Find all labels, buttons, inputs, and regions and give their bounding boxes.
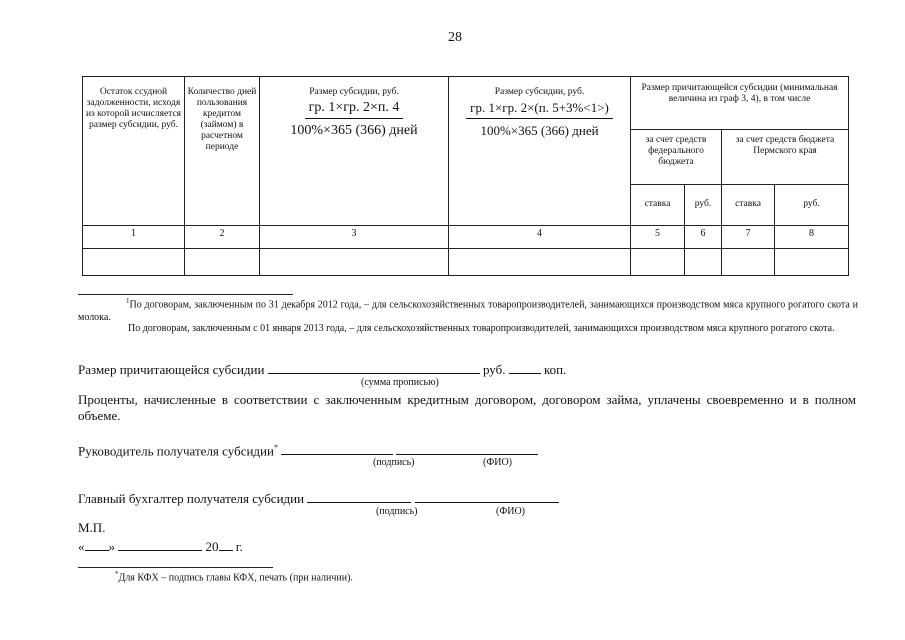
footnote-2: По договорам, заключенным с 01 января 2013 года, – для сельскохозяйственных товаропроизводителей, занимающихся производством мяса крупного рогатого скота. [128, 323, 835, 334]
col-number: 8 [775, 226, 849, 249]
kop-label: коп. [544, 362, 567, 377]
head-signature-field[interactable] [281, 442, 393, 455]
accountant-signature-field[interactable] [307, 490, 411, 503]
col4-numerator: гр. 1×гр. 2×(п. 5+3%<1>) [466, 100, 613, 119]
subsidy-amount-label: Размер причитающейся субсидии [78, 362, 265, 377]
table-cell[interactable] [685, 249, 722, 276]
footnote-1 [78, 295, 858, 324]
col-number: 5 [631, 226, 685, 249]
header-subsidy-formula-1 [260, 77, 449, 226]
month-field[interactable] [118, 538, 202, 551]
table-cell[interactable] [185, 249, 260, 276]
footnote-1-mark: 1 [126, 297, 130, 305]
col3-title: Размер субсидии, руб. [309, 87, 399, 97]
table-cell[interactable] [83, 249, 185, 276]
table-cell[interactable] [722, 249, 775, 276]
header-reg-rate: ставка [722, 184, 775, 225]
table-cell[interactable] [631, 249, 685, 276]
head-fio-hint: (ФИО) [483, 457, 513, 468]
kopeck-field[interactable] [509, 361, 541, 374]
header-fed-rub: руб. [685, 184, 722, 225]
footnote-1-text: По договорам, заключенным по 31 декабря 2012 года, – для сельскохозяйственных товаропроизводителей, занимающихся производством мяса крупного рогатого скота и молока. [78, 299, 858, 324]
table-cell[interactable] [449, 249, 631, 276]
table-cell[interactable] [775, 249, 849, 276]
accountant-label: Главный бухгалтер получателя субсидии [78, 491, 305, 506]
col3-numerator: гр. 1×гр. 2×п. 4 [305, 100, 404, 119]
table-cell[interactable] [260, 249, 449, 276]
col-number: 6 [685, 226, 722, 249]
bottom-footnote-text: Для КФХ – подпись главы КФХ, печать (при наличии). [118, 572, 353, 584]
header-federal: за счет средств федерального бюджета [631, 130, 722, 184]
col4-denominator: 100%×365 (366) дней [480, 123, 599, 138]
year-suffix: г. [235, 539, 243, 554]
head-label: Руководитель получателя субсидии [78, 443, 274, 459]
date-line [78, 538, 243, 555]
header-fed-rate: ставка [631, 184, 685, 225]
head-mark: * [273, 443, 278, 452]
sum-in-words-hint: (сумма прописью) [361, 377, 439, 388]
header-regional: за счет средств бюджета Пермского края [722, 130, 849, 184]
col-number: 2 [185, 226, 260, 249]
header-subsidy-formula-2 [449, 77, 631, 226]
header-balance: Остаток ссудной задолженности, исходя из которой исчисляется размер субсидии, руб. [83, 77, 185, 226]
accountant-fio-hint: (ФИО) [496, 506, 526, 517]
day-field[interactable] [85, 538, 109, 551]
data-row [83, 249, 849, 276]
subsidy-table [82, 76, 849, 276]
date-open-quote: « [78, 539, 85, 554]
subsidy-amount-words-field[interactable] [268, 361, 480, 374]
rub-label: руб. [482, 362, 506, 377]
column-numbers-row [83, 226, 849, 249]
head-signature-line [78, 440, 538, 459]
date-close-quote: » [108, 539, 115, 554]
stamp-place: М.П. [78, 520, 106, 535]
bottom-footnote-mark: * [115, 570, 119, 578]
col-number: 3 [260, 226, 449, 249]
interest-paid-statement: Проценты, начисленные в соответствии с заключенным кредитным договором, договором займа, уплачены своевременно и в полном объеме. [78, 392, 856, 423]
page-number: 28 [448, 30, 462, 45]
header-days: Количество дней пользования кредитом (займом) в расчетном периоде [185, 77, 260, 226]
bottom-footnote [115, 568, 715, 584]
accountant-signature-line [78, 490, 559, 507]
year-prefix: 20 [205, 539, 219, 554]
year-field[interactable] [219, 538, 233, 551]
subsidy-amount-line [78, 361, 566, 378]
accountant-sign-hint: (подпись) [376, 506, 418, 517]
col-number: 7 [722, 226, 775, 249]
header-group: Размер причитающейся субсидии (минимальная величина из граф 3, 4), в том числе [631, 77, 849, 130]
col4-title: Размер субсидии, руб. [494, 87, 585, 97]
col3-denominator: 100%×365 (366) дней [290, 123, 418, 138]
header-row-1 [83, 77, 849, 130]
header-reg-rub: руб. [775, 184, 849, 225]
accountant-name-field[interactable] [415, 490, 559, 503]
head-sign-hint: (подпись) [373, 457, 415, 468]
head-name-field[interactable] [396, 442, 538, 455]
col-number: 4 [449, 226, 631, 249]
col-number: 1 [83, 226, 185, 249]
